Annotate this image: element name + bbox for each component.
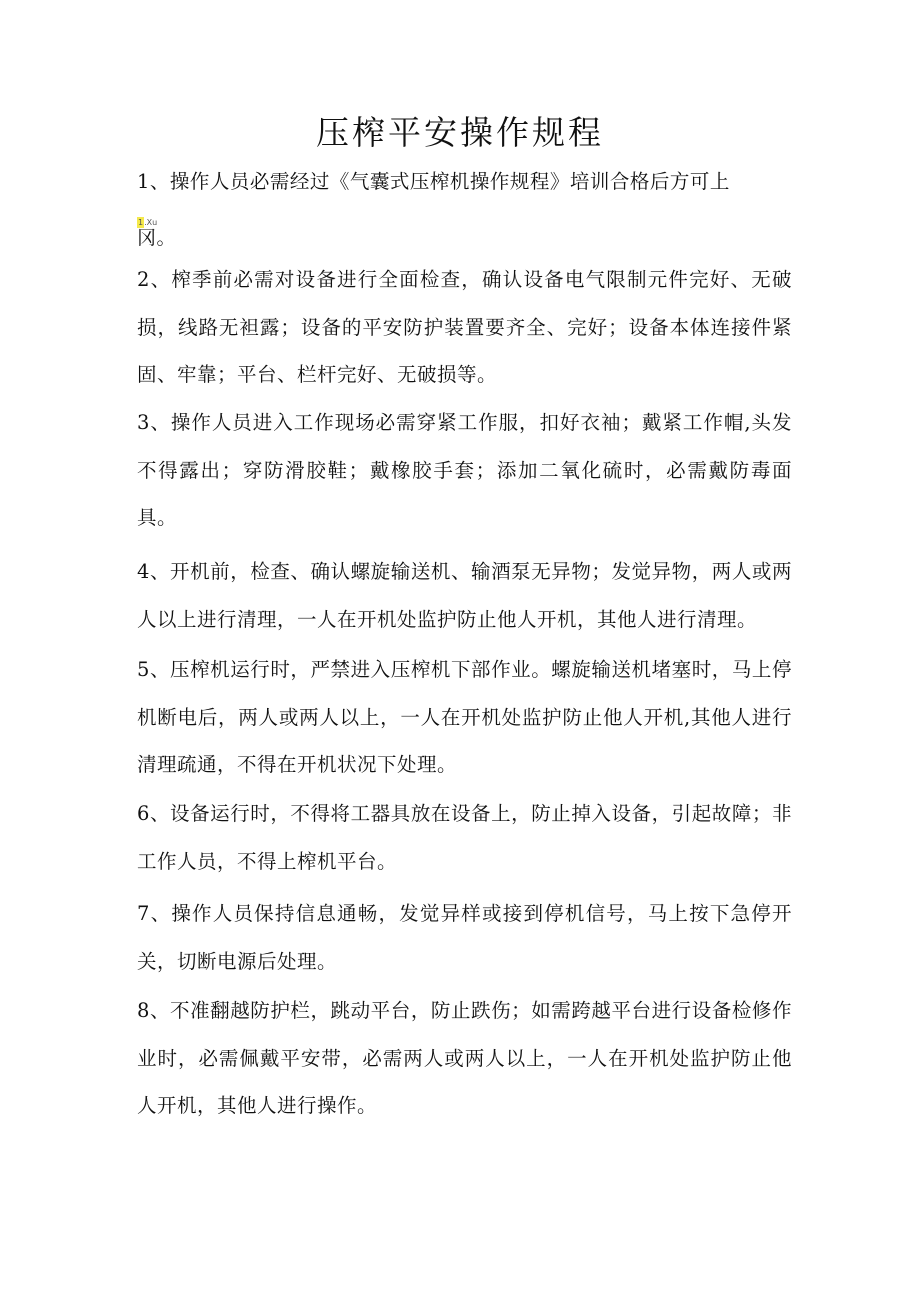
- rule-paragraph-8: 8、不准翻越防护栏，跳动平台，防止跌伤；如需跨越平台进行设备检修作业时，必需佩戴平安带，必需两人或两人以上，一人在开机处监护防止他人开机，其他人进行操作。: [137, 999, 792, 1117]
- highlight-mark: 1: [138, 218, 144, 227]
- rule-paragraph-3: 3、操作人员进入工作现场必需穿紧工作服，扣好衣袖；戴紧工作帽,头发不得露出；穿防滑胶鞋；戴橡胶手套；添加二氧化硫时，必需戴防毒面具。: [137, 411, 792, 529]
- rule-paragraph-4: 4、开机前，检查、确认螺旋输送机、输酒泵无异物；发觉异物，两人或两人以上进行清理，一人在开机处监护防止他人开机，其他人进行清理。: [137, 560, 792, 631]
- rule-paragraph-2: 2、榨季前必需对设备进行全面检查，确认设备电气限制元件完好、无破损，线路无袒露；设备的平安防护装置要齐全、完好；设备本体连接件紧固、牢靠；平台、栏杆完好、无破损等。: [137, 268, 792, 386]
- rule-paragraph-1: 1、操作人员必需经过《气囊式压榨机操作规程》培训合格后方可上: [137, 170, 730, 193]
- rule-paragraph-6: 6、设备运行时，不得将工器具放在设备上，防止掉入设备，引起故障；非工作人员，不得上榨机平台。: [137, 802, 792, 873]
- page-title: 压榨平安操作规程: [316, 113, 604, 152]
- rule-paragraph-5: 5、压榨机运行时，严禁进入压榨机下部作业。螺旋输送机堵塞时，马上停机断电后，两人或两人以上，一人在开机处监护防止他人开机,其他人进行清理疏通，不得在开机状况下处理。: [137, 658, 792, 776]
- mark-text: .Xu: [144, 218, 158, 227]
- rule-paragraph-7: 7、操作人员保持信息通畅，发觉异样或接到停机信号，马上按下急停开关，切断电源后处理。: [137, 902, 792, 973]
- rule-paragraph-1-continuation: 冈。: [137, 227, 177, 249]
